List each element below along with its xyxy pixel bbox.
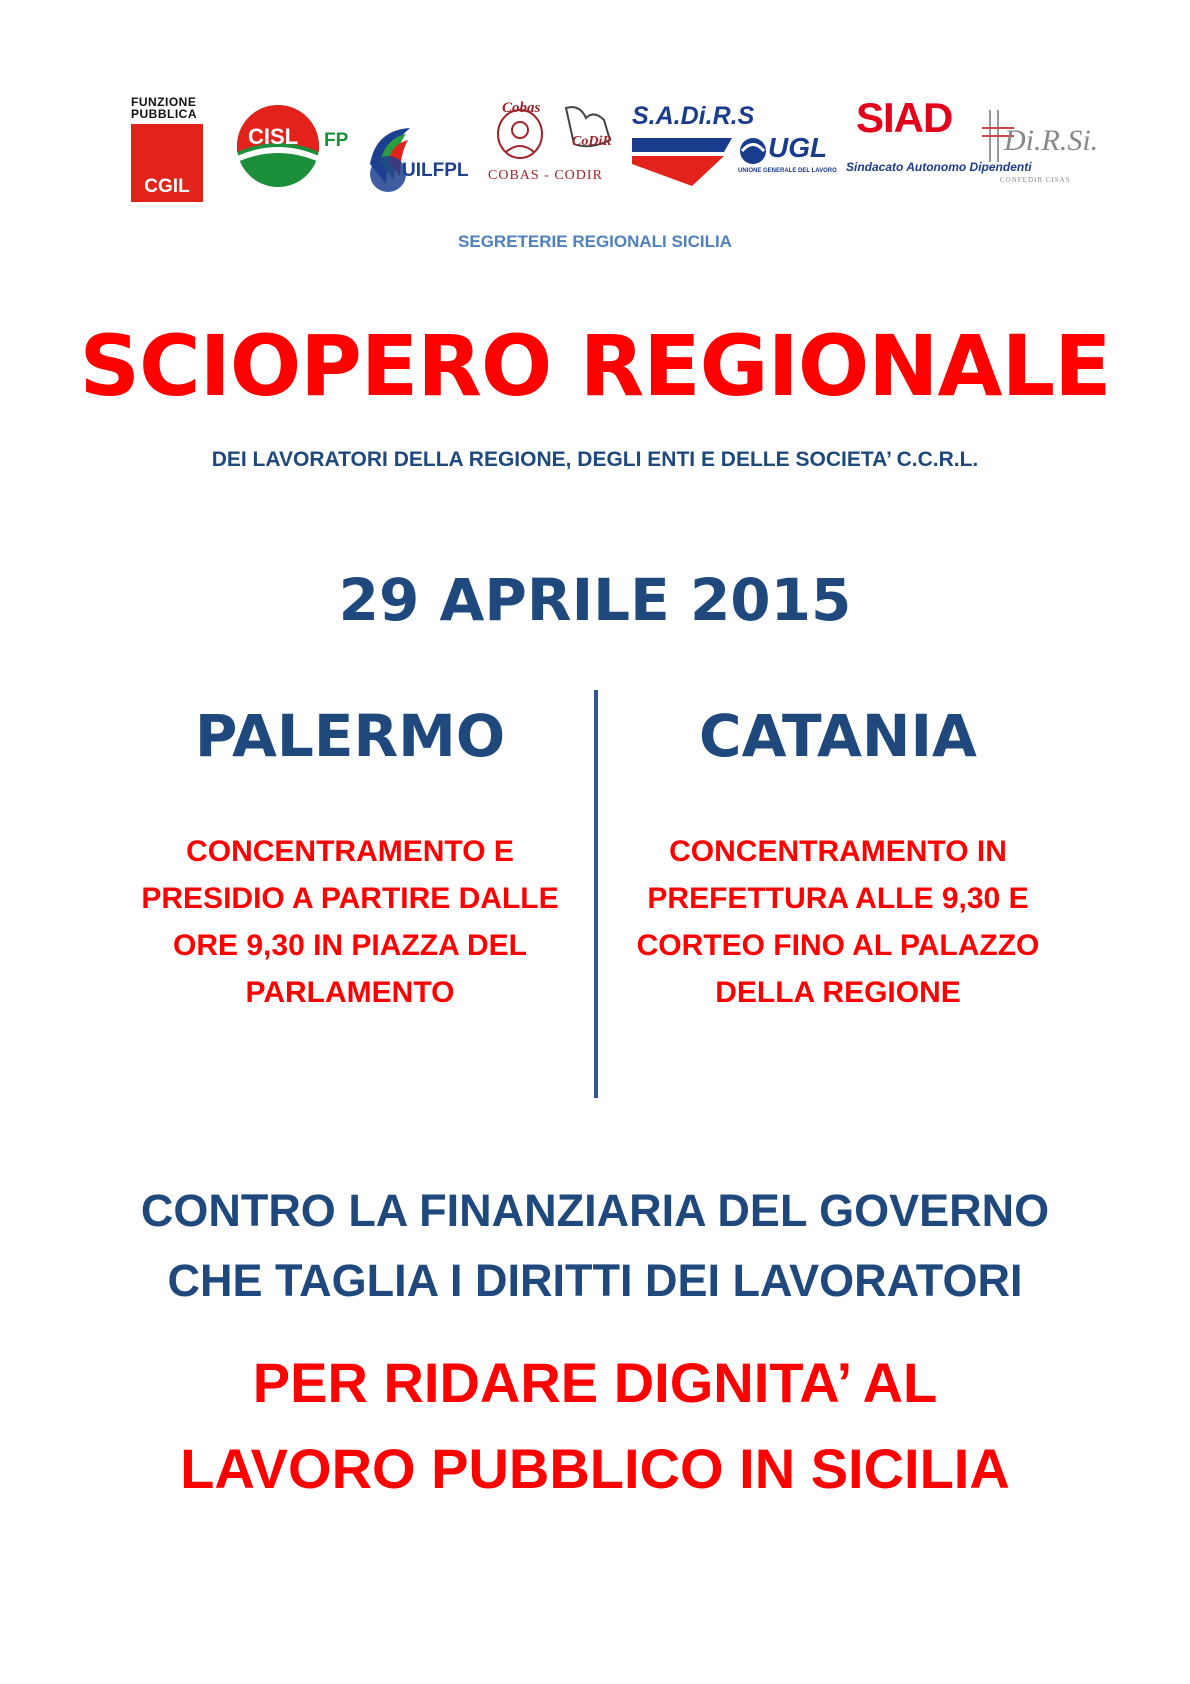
city-right-line: CORTEO FINO AL PALAZZO xyxy=(636,929,1040,962)
slogan-blue-line: CONTRO LA FINANZIARIA DEL GOVERNO xyxy=(140,1185,1050,1236)
city-left-line: CONCENTRAMENTO E xyxy=(186,835,514,868)
logo-fp-cgil-top: FUNZIONE xyxy=(131,95,197,109)
logo-ugl-label: UGL xyxy=(768,132,828,163)
logo-siad xyxy=(846,94,1032,194)
logo-cisl-label: CISL xyxy=(248,124,299,149)
sadirs-flag-icon xyxy=(632,134,732,190)
logo-uilfpl-label: UILFPL xyxy=(402,160,469,181)
logo-cisl-fp xyxy=(236,104,352,188)
page-subtitle: DEI LAVORATORI DELLA REGIONE, DEGLI ENTI E DELLE SOCIETA’ C.C.R.L. xyxy=(211,448,979,471)
city-right-name: CATANIA xyxy=(699,702,977,770)
city-right-line: CONCENTRAMENTO IN xyxy=(669,835,1007,868)
logo-cobas-label: Cobas xyxy=(502,100,541,116)
slogan-red xyxy=(0,1340,1190,1512)
logo-cobas-codir-bottom: COBAS - CODIR xyxy=(488,168,603,183)
logo-ugl xyxy=(738,132,840,180)
logo-siad-sub: Sindacato Autonomo Dipendenti xyxy=(846,160,1032,174)
logo-dirsi-sub: CONFEDIR CISAS xyxy=(1000,176,1071,184)
page-title: SCIOPERO REGIONALE xyxy=(79,317,1111,415)
city-left-line: ORE 9,30 IN PIAZZA DEL xyxy=(173,929,527,962)
logo-cisl-fp-label: FP xyxy=(324,130,349,151)
slogan-red-line: LAVORO PUBBLICO IN SICILIA xyxy=(180,1437,1010,1500)
logo-cobas-codir xyxy=(488,100,622,190)
city-left-line: PARLAMENTO xyxy=(245,976,455,1009)
logo-ugl-sub: UNIONE GENERALE DEL LAVORO xyxy=(738,168,837,174)
city-left-name: PALERMO xyxy=(194,702,506,770)
segreterie-label: SEGRETERIE REGIONALI SICILIA xyxy=(458,232,732,251)
slogan-red-line: PER RIDARE DIGNITA’ AL xyxy=(252,1351,938,1414)
strike-date: 29 APRILE 2015 xyxy=(338,566,852,634)
logo-dirsi-label: Di.R.Si. xyxy=(1004,124,1099,157)
slogan-blue xyxy=(0,1176,1190,1316)
logo-dirsi xyxy=(978,104,1099,190)
slogan-blue-line: CHE TAGLIA I DIRITTI DEI LAVORATORI xyxy=(167,1255,1023,1306)
logo-sadirs-label: S.A.Di.R.S xyxy=(632,102,755,130)
city-right-line: PREFETTURA ALLE 9,30 E xyxy=(647,882,1029,915)
logo-fp-cgil-middle: PUBBLICA xyxy=(131,107,197,121)
city-right-line: DELLA REGIONE xyxy=(715,976,961,1009)
codir-emblem-icon xyxy=(560,100,620,162)
logo-uilfpl xyxy=(366,124,470,196)
city-left-line: PRESIDIO A PARTIRE DALLE xyxy=(141,882,559,915)
logo-fp-cgil-box: CGIL xyxy=(131,124,203,202)
city-right-details xyxy=(548,828,1128,1016)
ugl-emblem-icon xyxy=(738,136,768,166)
logo-fp-cgil xyxy=(131,96,203,202)
logo-sadirs xyxy=(632,102,755,190)
logo-codir-label: CoDiR xyxy=(572,134,612,149)
logo-siad-label: SIAD xyxy=(856,94,953,141)
